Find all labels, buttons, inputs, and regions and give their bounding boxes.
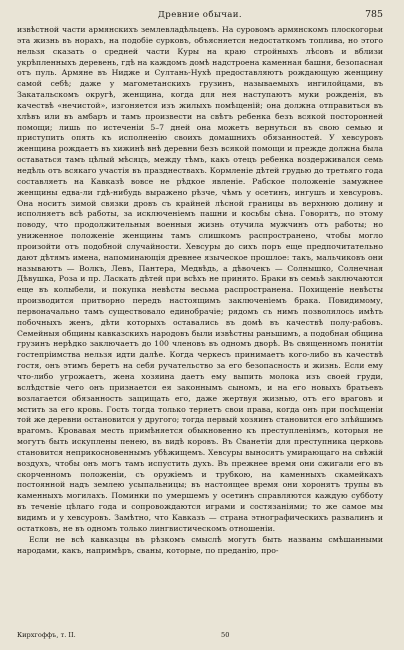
page-number: 785 (365, 9, 383, 20)
body-text (17, 25, 383, 556)
signature-mark: Кирхгоффъ, т. II. (17, 631, 76, 639)
paragraph: Если не всѣ кавказцы въ рѣзкомъ смыслѣ могутъ быть названы смѣшанными народами, какъ, напримѣръ, сваны, которые, по преданію, про- (17, 534, 383, 555)
sheet-number: 50 (221, 631, 230, 639)
running-header (17, 9, 383, 21)
paragraph: извѣстной части армянскихъ землевладѣльцевъ. На суровомъ армянскомъ плоскогорьи эта жизнь въ норахъ, на подобіе сурковъ, объясняется недостаткомъ топлива, но этого нельзя сказать о средней части Куры на краю стройныхъ лѣсовъ и вблизи укрѣпленныхъ деревень, гдѣ на каждомъ домѣ надстроена каменная башня, безопасная отъ пуль. Армяне въ Нидже и Султань-Нухѣ предоставляютъ рождающую женщину самой себѣ; даже у магометанскихъ грузинъ, называемыхъ ингилойцами, въ Закатальскомъ округѣ, женщина, когда для нея наступаютъ муки рожденія, въ качествѣ «нечистой», изгоняется изъ жилыхъ помѣщеній; она должна отправиться въ хлѣвъ или въ амбаръ и тамъ произвести на свѣтъ ребенка безъ всякой посторонней помощи; лишь по истеченіи 5–7 дней она можетъ вернуться въ свою семью и приступить опять къ исполненію своихъ домашнихъ обязанностей. У хевсуровъ женщина рождаетъ въ хижинѣ внѣ деревни безъ всякой помощи и прежде должна была оставаться тамъ цѣлый мѣсяцъ, между тѣмъ, какъ отецъ ребенка воздерживался семь недѣль отъ всякаго участія въ празднествахъ. Кормленіе дѣтей грудью до третьяго года составляетъ на Кавказѣ вовсе не рѣдкое явленіе. Рабское положеніе замужнее женщины едва-ли гдѣ-нибудь выражено рѣзче, чѣмъ у осетинъ, ингушъ и хевсуровъ. Она носитъ зимой связки дровъ съ крайней лѣсной границы въ верхнюю долину и исполняетъ всѣ работы, за исключеніемъ пашни и косьбы сѣна. Говорятъ, по этому поводу, что продолжительныя военныя жизнь отучила мужчинъ отъ работы; но униженное положеніе женщины тамъ слишкомъ распространено, чтобы могло произойти отъ подобной случайности. Хевсуры до сихъ поръ еще предпочитательно дают дѣтямъ имена, напоминающія древнее языческое прошлое: такъ, мальчиковъ они называютъ — Волкъ, Левъ, Пантера, Медвѣдь, а дѣвочекъ — Солнышко, Солнечная Дѣвушка, Роза и пр. Ласкать дѣтей при всѣхъ не принято. Браки въ семьѣ заключаются еще въ колыбели, и покупка невѣсты весьма распространена. Похищеніе невѣсты производится притворно передъ настоящимъ заключеніемъ брака. Повидимому, первоначально тамъ существовало единобрачіе; рядомъ съ нимъ позволялось имѣть побочныхъ женъ, дѣти которыхъ оставались въ домѣ въ качествѣ полу-рабовъ. Семейныя общины кавказскихъ народовъ были извѣстны раньшимъ, а подобная община грузинъ нерѣдко заключаетъ до 100 членовъ въ одномъ дворѣ. Въ священномъ понятіи гостепріимства нельзя идти далѣе. Когда черкесъ принимаетъ кого-либо въ качествѣ гостя, онъ этимъ беретъ на себя ручательство за его безопасность и жизнь. Если ему что-либо угрожаетъ, жена хозяина даетъ ему выпить молока изъ своей груди, вслѣдствіе чего онъ признается ея законнымъ сыномъ, и на его новыхъ братьевъ возлагается обязанность защищать его, даже жертвуя жизнью, отъ его враговъ и мстить за его кровь. Гость тогда только теряетъ свои права, когда онъ при посѣщеніи той же деревни остановится у другого; тогда первый хозяинъ становится его злѣйшимъ врагомъ. Кровавая месть примѣняется обыкновенно къ преступленіямъ, которыя не могутъ быть искуплены пенею, въ видѣ коровъ. Въ Сванетіи для преступника церковь становится неприкосновеннымъ убѣжищемъ. Хевсуры выносятъ умирающаго на свѣжій воздухъ, чтобы онъ могъ тамъ испустить духъ. Въ прежнее время они сжигали его въ скорченномъ положеніи, съ оружіемъ и трубкою, на каменныхъ скамейкахъ постоянной надъ землею усыпальницы; въ настоящее время они хоронятъ трупы въ каменныхъ могилахъ. Поминки по умершемъ у осетинъ справляются каждую субботу въ теченіе цѣлаго года и сопровождаются играми и состязаніями; то же самое мы видимъ и у хевсуровъ. Замѣтно, что Кавказъ — страна этнографическихъ развалинъ и остатковъ, не въ одномъ только лингвистическомъ отношеніи. (17, 25, 383, 533)
running-title: Древние обычаи. (157, 10, 243, 20)
